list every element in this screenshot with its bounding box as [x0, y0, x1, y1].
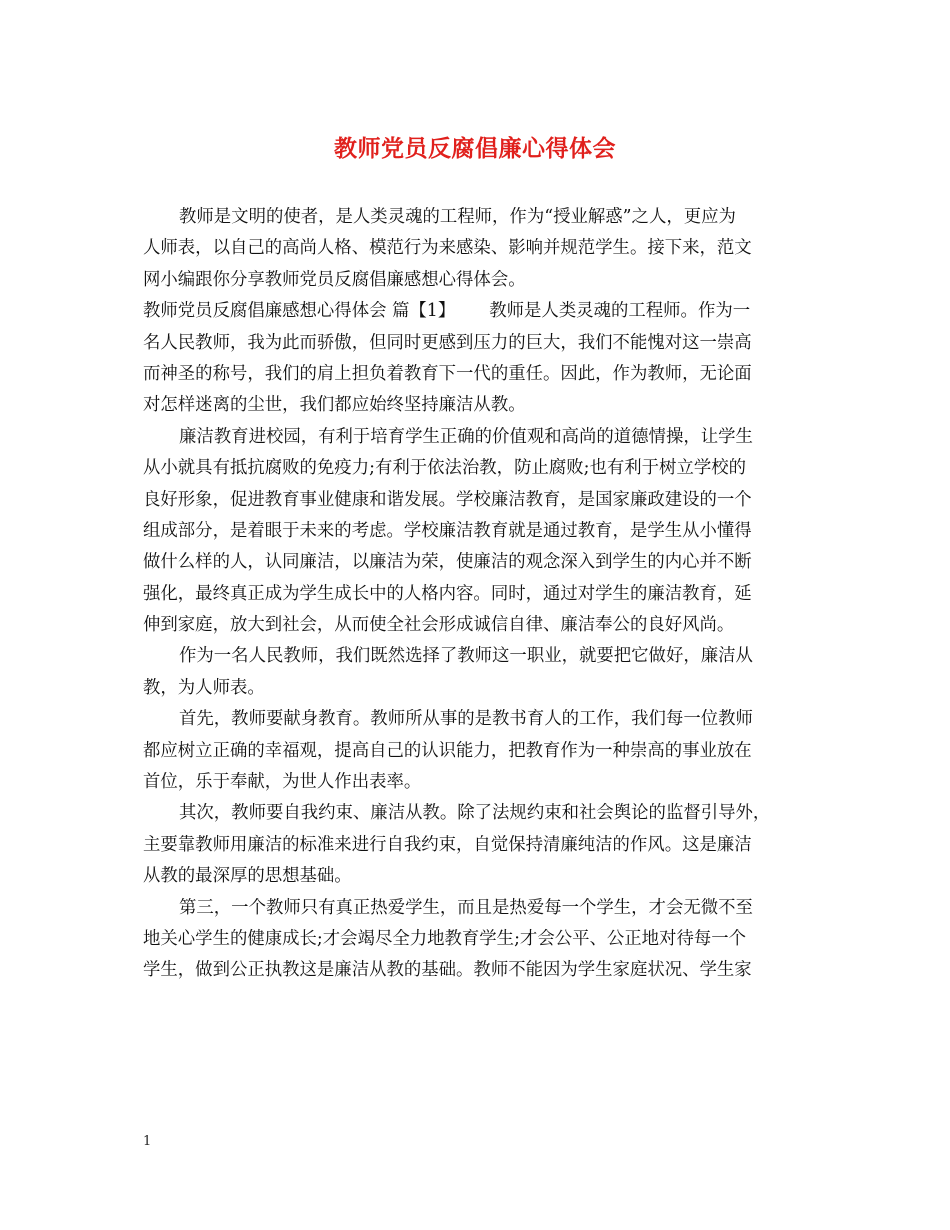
text-line: 名人民教师，我为此而骄傲，但同时更感到压力的巨大，我们不能愧对这一崇高 — [143, 332, 752, 353]
section-heading: 教师党员反腐倡廉感想心得体会 篇【1】 — [143, 301, 456, 322]
text-line-with-heading — [143, 296, 811, 327]
text-line: 首先，教师要献身教育。教师所从事的是教书育人的工作，我们每一位教师 — [179, 709, 753, 730]
text-line-continuation: 教师是人类灵魂的工程师。作为一 — [489, 301, 751, 322]
text-line: 良好形象，促进教育事业健康和谐发展。学校廉洁教育，是国家廉政建设的一个 — [143, 489, 752, 510]
text-line: 从教的最深厚的思想基础。 — [143, 866, 352, 887]
text-line: 教师是文明的使者，是人类灵魂的工程师，作为“授业解惑”之人，更应为 — [179, 207, 736, 227]
text-line: 而神圣的称号，我们的肩上担负着教育下一代的重任。因此，作为教师，无论面 — [143, 363, 752, 384]
text-line: 组成部分，是着眼于未来的考虑。学校廉洁教育就是通过教育，是学生从小懂得 — [143, 520, 752, 541]
text-line: 教，为人师表。 — [143, 677, 265, 698]
text-line: 人师表，以自己的高尚人格、模范行为来感染、影响并规范学生。接下来，范文 — [143, 238, 752, 259]
text-line: 伸到家庭，放大到社会，从而使全社会形成诚信自律、廉洁奉公的良好风尚。 — [143, 615, 735, 636]
document-title: 教师党员反腐倡廉心得体会 — [334, 135, 616, 162]
text-line: 对怎样迷离的尘世，我们都应始终坚持廉洁从教。 — [143, 395, 526, 416]
text-line: 强化，最终真正成为学生成长中的人格内容。同时，通过对学生的廉洁教育，延 — [143, 583, 752, 604]
text-line: 廉洁教育进校园，有利于培育学生正确的价值观和高尚的道德情操，让学生 — [179, 426, 753, 447]
text-line: 做什么样的人，认同廉洁，以廉洁为荣，使廉洁的观念深入到学生的内心并不断 — [143, 552, 752, 573]
text-line: 从小就具有抵抗腐败的免疫力;有利于依法治教，防止腐败;也有利于树立学校的 — [143, 458, 747, 479]
text-line: 主要靠教师用廉洁的标准来进行自我约束，自觉保持清廉纯洁的作风。这是廉洁 — [143, 834, 752, 855]
text-line: 首位，乐于奉献，为世人作出表率。 — [143, 772, 422, 793]
document-body — [143, 202, 811, 987]
text-line: 学生，做到公正执教这是廉洁从教的基础。教师不能因为学生家庭状况、学生家 — [143, 960, 752, 981]
text-line: 第三，一个教师只有真正热爱学生，而且是热爱每一个学生，才会无微不至 — [179, 897, 753, 918]
text-line: 其次，教师要自我约束、廉洁从教。除了法规约束和社会舆论的监督引导外， — [179, 803, 771, 824]
text-line: 网小编跟你分享教师党员反腐倡廉感想心得体会。 — [143, 269, 526, 290]
text-line: 都应树立正确的幸福观，提高自己的认识能力，把教育作为一种崇高的事业放在 — [143, 740, 752, 761]
page-number: 1 — [143, 1134, 152, 1149]
text-line: 作为一名人民教师，我们既然选择了教师这一职业，就要把它做好，廉洁从 — [179, 646, 753, 667]
text-line: 地关心学生的健康成长;才会竭尽全力地教育学生;才会公平、公正地对待每一个 — [143, 928, 747, 949]
